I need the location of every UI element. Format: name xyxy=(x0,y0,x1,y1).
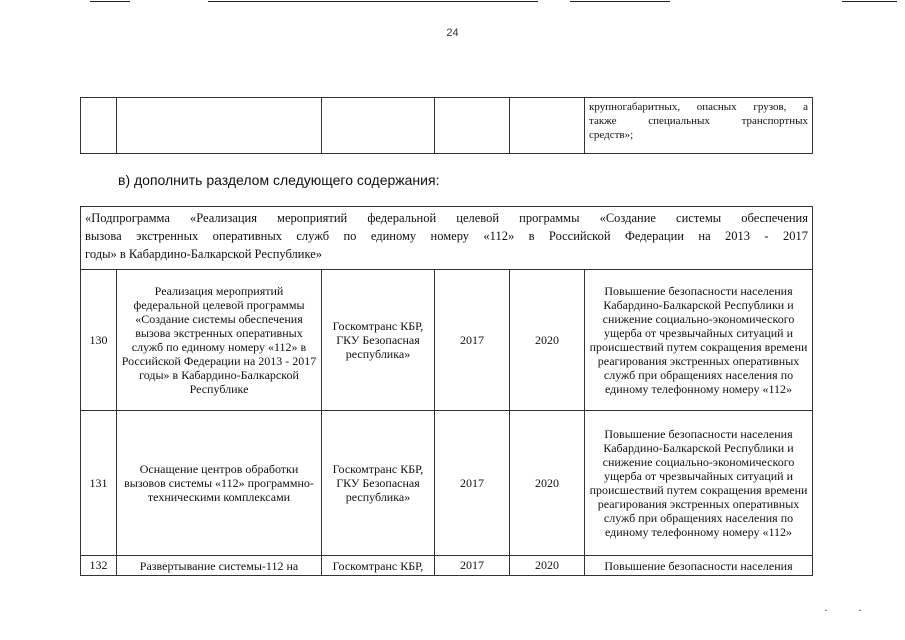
expected-result: Повышение безопасности населения Кабардино-Балкарской Республики и снижение социально-экономического ущерба от чрезвычайных ситуаций и происшествий путем сокращения времени реагирования экстренных оперативных служб при обращениях населения по единому телефонному номеру «112» xyxy=(585,411,813,556)
text-line: вызова экстренных оперативных служб по единому номеру «112» в Российской Федерации на 2013 - 2017 xyxy=(85,229,808,243)
row-number: 131 xyxy=(81,411,117,556)
expected-result: Повышение безопасности населения xyxy=(585,556,813,576)
table-cell xyxy=(435,98,510,154)
table-cell xyxy=(322,98,435,154)
executor: Госкомтранс КБР, ГКУ Безопасная республика» xyxy=(322,270,435,411)
table-cell xyxy=(510,98,585,154)
result-continuation-cell xyxy=(585,98,813,154)
scan-artifact-line xyxy=(208,1,538,2)
measure-name: Развертывание системы-112 на xyxy=(117,556,322,576)
start-year: 2017 xyxy=(435,556,510,576)
subprogram-title xyxy=(81,207,813,270)
table-row xyxy=(81,411,813,556)
executor: Госкомтранс КБР, xyxy=(322,556,435,576)
end-year: 2020 xyxy=(510,411,585,556)
end-year: 2020 xyxy=(510,556,585,576)
end-year: 2020 xyxy=(510,270,585,411)
table-cell xyxy=(117,98,322,154)
start-year: 2017 xyxy=(435,411,510,556)
scan-artifact-line xyxy=(570,1,670,2)
subprogram-header-row xyxy=(81,207,813,270)
text-line: также специальных транспортных xyxy=(589,115,808,127)
continuation-table xyxy=(80,97,813,154)
text-line: средств»; xyxy=(589,129,634,141)
measure-name: Оснащение центров обработки вызовов системы «112» программно-техническими комплексами xyxy=(117,411,322,556)
executor: Госкомтранс КБР, ГКУ Безопасная республика» xyxy=(322,411,435,556)
subprogram-table xyxy=(80,206,813,576)
scan-artifact-line xyxy=(90,1,130,2)
text-line: «Подпрограмма «Реализация мероприятий федеральной целевой программы «Создание системы обеспечения xyxy=(85,211,808,225)
table-cell xyxy=(81,98,117,154)
row-number: 132 xyxy=(81,556,117,576)
text-line: крупногабаритных, опасных грузов, а xyxy=(589,101,808,113)
scan-speck: · xyxy=(824,603,828,617)
expected-result: Повышение безопасности населения Кабардино-Балкарской Республики и снижение социально-экономического ущерба от чрезвычайных ситуаций и происшествий путем сокращения времени реагирования экстренных оперативных служб при обращениях населения по единому телефонному номеру «112» xyxy=(585,270,813,411)
table-row xyxy=(81,270,813,411)
measure-name: Реализация мероприятий федеральной целевой программы «Создание системы обеспечения вызова экстренных оперативных служб по единому номеру «112» в Российской Федерации на 2013 - 2017 годы» в Кабардино-Балкарской Республике xyxy=(117,270,322,411)
text-line: годы» в Кабардино-Балкарской Республике» xyxy=(85,247,323,261)
scan-speck: · xyxy=(858,603,862,617)
start-year: 2017 xyxy=(435,270,510,411)
instruction-text: в) дополнить разделом следующего содержания: xyxy=(118,172,440,188)
page-number: 24 xyxy=(446,27,459,39)
scan-artifact-line xyxy=(842,1,897,2)
row-number: 130 xyxy=(81,270,117,411)
table-row xyxy=(81,98,813,154)
table-row xyxy=(81,556,813,576)
